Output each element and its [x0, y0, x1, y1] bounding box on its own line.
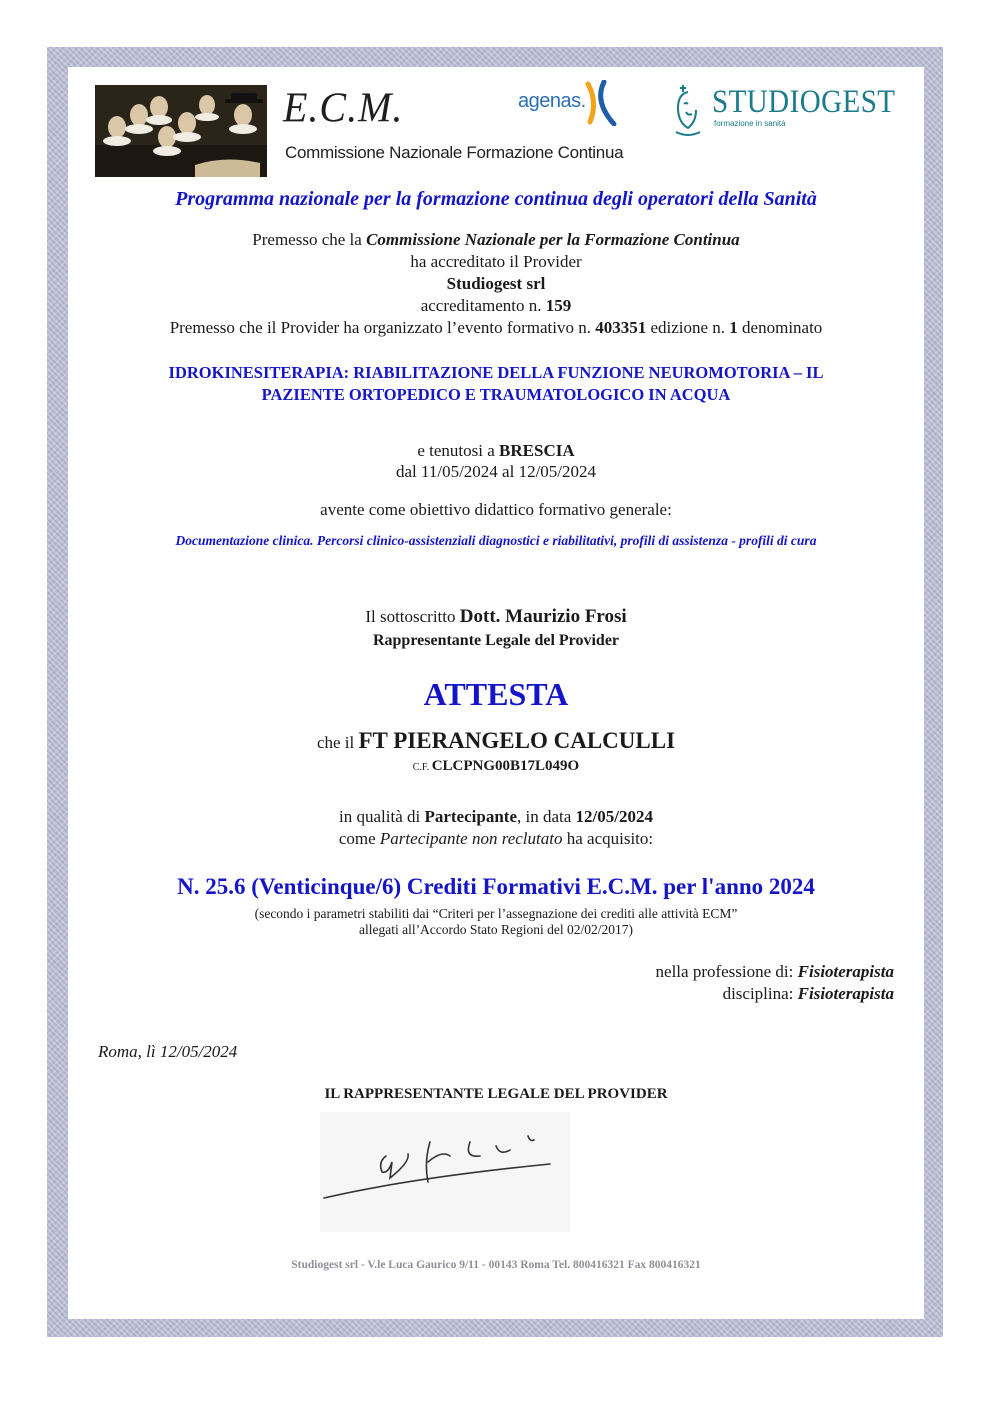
anatomy-lesson-painting [95, 85, 267, 177]
discipline-line [400, 983, 894, 1004]
footer-address: Studiogest srl - V.le Luca Gaurico 9/11 - 00143 Roma Tel. 800416321 Fax 800416321 [291, 1259, 701, 1271]
accreditation-number: 159 [545, 296, 572, 315]
discipline-label: disciplina: [722, 984, 798, 1003]
signatory-prefix: Il sottoscritto [365, 607, 460, 626]
ecm-title: E.C.M. [283, 83, 404, 132]
objective-text: Documentazione clinica. Percorsi clinico-assistenziali diagnostici e riabilitativi, profili di assistenza - profili di cura [175, 533, 817, 548]
signatory-name: Dott. Maurizio Frosi [459, 606, 627, 627]
attesta-heading: ATTESTA [423, 676, 569, 712]
event-title-line1: IDROKINESITERAPIA: RIABILITAZIONE DELLA FUNZIONE NEUROMOTORIA – IL [168, 363, 824, 382]
participation-date: 12/05/2024 [575, 807, 653, 826]
location-line [68, 440, 924, 461]
signature-image [320, 1112, 570, 1232]
commission-name: Commissione Nazionale per la Formazione Continua [366, 230, 740, 249]
discipline-value: Fisioterapista [797, 984, 894, 1003]
agenas-logo-icon [584, 80, 622, 126]
edition-suffix: denominato [737, 318, 823, 337]
profession-line [400, 961, 894, 982]
fiscal-code-value: CLCPNG00B17L049O [431, 758, 580, 774]
programme-title: Programma nazionale per la formazione continua degli operatori della Sanità [175, 188, 817, 210]
fiscal-code-label: C.F. [412, 762, 432, 773]
commission-line [68, 229, 924, 250]
studiogest-logo-icon [670, 82, 706, 140]
quality-prefix: in qualità di [339, 807, 425, 826]
participant-prefix: che il [316, 733, 359, 752]
event-number: 403351 [595, 318, 647, 337]
agenas-logo-text: agenas. [518, 90, 586, 112]
provider-name: Studiogest srl [446, 274, 546, 293]
as-prefix: come [338, 829, 380, 848]
profession-value: Fisioterapista [797, 962, 894, 981]
credits-note-line1: (secondo i parametri stabiliti dai “Criteri per l’assegnazione dei crediti alle attività ECM” [254, 906, 738, 921]
event-dates: dal 11/05/2024 al 12/05/2024 [395, 462, 597, 481]
profession-label: nella professione di: [655, 962, 798, 981]
accreditation-prefix: accreditamento n. [420, 296, 546, 315]
premesso-prefix: Premesso che la [252, 230, 367, 249]
event-line [68, 317, 924, 338]
participant-line [68, 727, 924, 757]
event-title-line2: PAZIENTE ORTOPEDICO E TRAUMATOLOGICO IN ACQUA [261, 385, 731, 404]
participant-name: FT PIERANGELO CALCULLI [358, 728, 676, 753]
studiogest-logo-text: STUDIOGEST [712, 84, 896, 120]
place: Roma, lì [98, 1042, 160, 1061]
participant-role: Partecipante non reclutato [379, 829, 563, 848]
role-line [68, 828, 924, 849]
credits-headline: N. 25.6 (Venticinque/6) Crediti Formativi E.C.M. per l'anno 2024 [177, 874, 815, 899]
studiogest-tagline: formazione in sanità [714, 119, 786, 128]
legal-rep-heading: IL RAPPRESENTANTE LEGALE DEL PROVIDER [324, 1086, 668, 1102]
fiscal-code-line [68, 757, 924, 777]
participant-quality: Partecipante [424, 807, 517, 826]
as-suffix: ha acquisito: [562, 829, 654, 848]
objective-intro: avente come obiettivo didattico formativo generale: [320, 500, 672, 519]
accreditation-line [68, 295, 924, 316]
accredited-line: ha accreditato il Provider [410, 252, 582, 271]
edition-prefix: edizione n. [646, 318, 730, 337]
signatory-line [68, 606, 924, 628]
event-prefix: Premesso che il Provider ha organizzato l’evento formativo n. [169, 318, 596, 337]
held-prefix: e tenutosi a [417, 441, 500, 460]
issue-date: 12/05/2024 [159, 1042, 238, 1061]
date-prefix: , in data [517, 807, 576, 826]
event-city: BRESCIA [499, 441, 575, 460]
credits-note-line2: allegati all’Accordo Stato Regioni del 02/02/2017) [358, 922, 634, 937]
quality-line [68, 806, 924, 827]
ecm-subtitle: Commissione Nazionale Formazione Continua [285, 143, 624, 162]
signatory-role: Rappresentante Legale del Provider [372, 632, 620, 649]
place-date [98, 1041, 237, 1063]
edition-number: 1 [729, 318, 738, 337]
